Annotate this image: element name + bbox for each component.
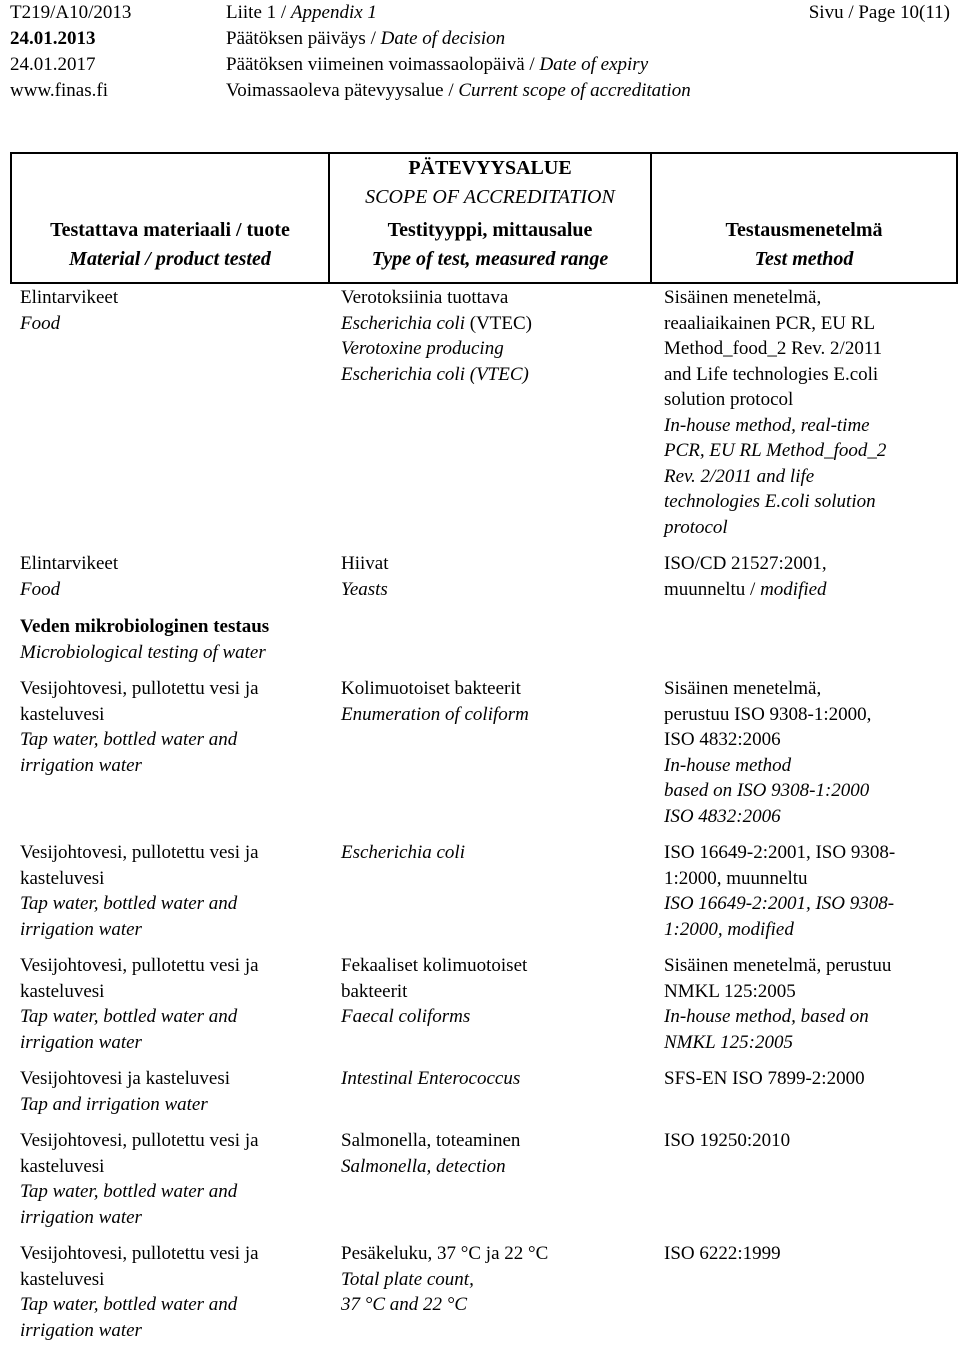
- appendix-label: Liite 1 / Appendix 1: [226, 2, 377, 23]
- finas-website: www.finas.fi: [10, 80, 108, 101]
- expiry-date: 24.01.2017: [10, 54, 96, 75]
- row5-material: Vesijohtovesi, pullotettu vesi ja kasteluvesi Tap water, bottled water and irrigation water: [20, 955, 259, 1053]
- row5-test-method: Sisäinen menetelmä, perustuu NMKL 125:2005 In-house method, based on NMKL 125:2005: [664, 955, 892, 1053]
- row4-test-method: ISO 16649-2:2001, ISO 9308- 1:2000, muunneltu ISO 16649-2:2001, ISO 9308- 1:2000, modified: [664, 842, 896, 940]
- column-header-material: Testattava materiaali / tuote Material / product tested: [50, 219, 290, 270]
- row1-material: Elintarvikeet Food: [20, 287, 119, 334]
- header-row-1: [10, 0, 950, 26]
- page-number: Sivu / Page 10(11): [808, 2, 950, 23]
- row8-material: Vesijohtovesi, pullotettu vesi ja kasteluvesi Tap water, bottled water and irrigation water: [20, 1243, 259, 1341]
- column-header-test-method: Testausmenetelmä Test method: [725, 219, 883, 270]
- decision-date: 24.01.2013: [10, 28, 96, 49]
- row3-test-type: Kolimuotoiset bakteerit Enumeration of coliform: [341, 678, 529, 725]
- row2-test-method: ISO/CD 21527:2001, muunneltu / modified: [664, 553, 827, 600]
- row4-test-type: Escherichia coli: [341, 842, 465, 863]
- row7-material: Vesijohtovesi, pullotettu vesi ja kasteluvesi Tap water, bottled water and irrigation water: [20, 1130, 259, 1228]
- row3-material: Vesijohtovesi, pullotettu vesi ja kasteluvesi Tap water, bottled water and irrigation water: [20, 678, 259, 776]
- scope-label: Voimassaoleva pätevyysalue / Current scope of accreditation: [226, 80, 691, 101]
- expiry-date-label: Päätöksen viimeinen voimassaolopäivä / Date of expiry: [226, 54, 649, 75]
- row6-test-type: Intestinal Enterococcus: [341, 1068, 521, 1089]
- row1-test-type: Verotoksiinia tuottava Escherichia coli (VTEC) Verotoxine producing Escherichia coli (VTEC): [341, 287, 533, 385]
- table-border-right: [956, 152, 958, 282]
- row8-test-method: ISO 6222:1999: [664, 1243, 781, 1264]
- decision-date-label: Päätöksen päiväys / Date of decision: [226, 28, 506, 49]
- document-code: T219/A10/2013: [10, 2, 132, 23]
- page-header: [10, 0, 950, 104]
- row8-test-type: Pesäkeluku, 37 °C ja 22 °C Total plate count, 37 °C and 22 °C: [341, 1243, 549, 1315]
- row2-material: Elintarvikeet Food: [20, 553, 119, 600]
- row6-test-method: SFS-EN ISO 7899-2:2000: [664, 1068, 865, 1089]
- row6-material: Vesijohtovesi ja kasteluvesi Tap and irrigation water: [20, 1068, 231, 1115]
- row5-test-type: Fekaaliset kolimuotoiset bakteerit Faecal coliforms: [341, 955, 528, 1027]
- scope-heading: PÄTEVYYSALUE SCOPE OF ACCREDITATION: [365, 157, 615, 208]
- row3-test-method: Sisäinen menetelmä, perustuu ISO 9308-1:2000, ISO 4832:2006 In-house method based on ISO 9308-1:2000 ISO 4832:2006: [664, 678, 872, 827]
- column-header-test-type: Testityyppi, mittausalue Type of test, measured range: [371, 219, 609, 270]
- row4-material: Vesijohtovesi, pullotettu vesi ja kasteluvesi Tap water, bottled water and irrigation water: [20, 842, 259, 940]
- row1-test-method: Sisäinen menetelmä, reaaliaikainen PCR, EU RL Method_food_2 Rev. 2/2011 and Life technologies E.coli solution protocol In-house method, real-time PCR, EU RL Method_food_2 Rev. 2/2011 and life technologies E.coli solution protocol: [664, 287, 887, 538]
- row7-test-method: ISO 19250:2010: [664, 1130, 791, 1151]
- section-heading-water-testing: Veden mikrobiologinen testaus Microbiological testing of water: [20, 616, 270, 663]
- header-row-4: [10, 78, 950, 104]
- header-row-2: [10, 26, 950, 52]
- header-row-3: [10, 52, 950, 78]
- row7-test-type: Salmonella, toteaminen Salmonella, detection: [341, 1130, 521, 1177]
- row2-test-type: Hiivat Yeasts: [341, 553, 389, 600]
